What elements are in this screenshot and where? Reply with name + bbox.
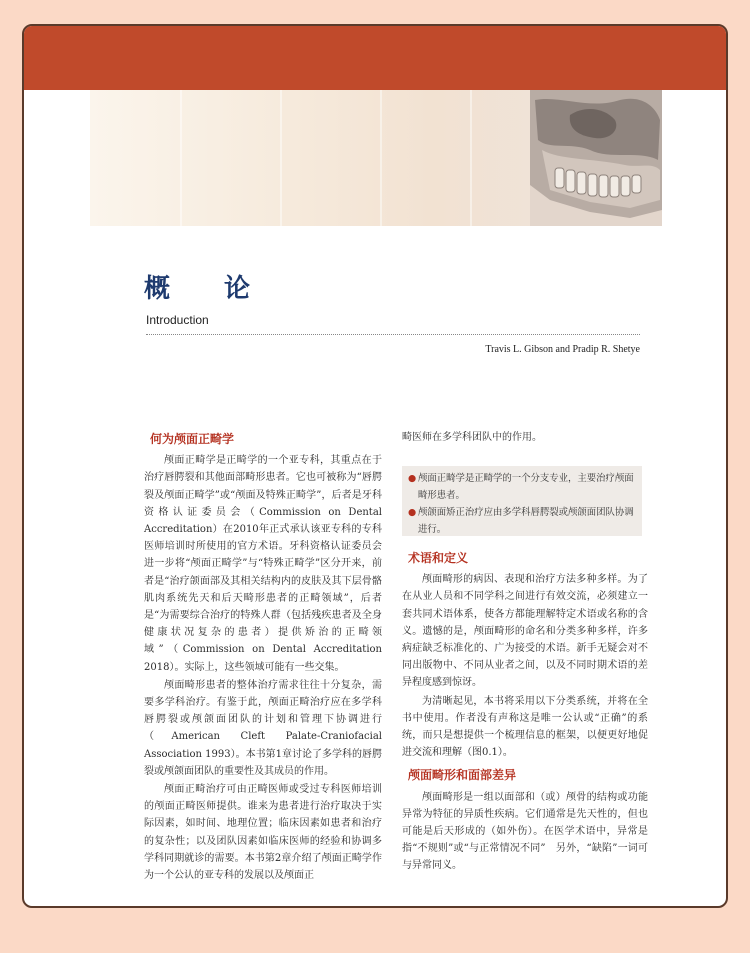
- banner-stripe: [470, 90, 472, 226]
- key-point: [406, 504, 638, 538]
- section-heading: 何为颅面正畸学: [150, 432, 235, 446]
- body-paragraph: 为清晰起见，本书将采用以下分类系统，并将在全书中使用。作者没有声称这是唯一公认或“正确”的系统，而只是想提供一个梳理信息的框架，以便更好地促进交流和理解（图0.1）。: [402, 695, 648, 759]
- banner-stripe: [180, 90, 182, 226]
- chapter-authors: Travis L. Gibson and Pradip R. Shetye: [485, 344, 640, 355]
- chapter-banner-image: [90, 90, 662, 226]
- book-page: [22, 24, 728, 908]
- skull-illustration: [530, 90, 662, 226]
- bullet-icon: ●: [408, 473, 417, 484]
- header-color-bar: [24, 26, 726, 90]
- chapter-subtitle: Introduction: [146, 313, 209, 327]
- body-paragraph: 颅面正畸治疗可由正畸医师或受过专科医师培训的颅面正畸医师提供。谁来为患者进行治疗取决于实际因素，如时间、地理位置；临床因素如患者和治疗的复杂性；以及团队因素如临床医师的经验和协调多学科同期就诊的需要。本书第2章介绍了颅面正畸学作为一个公认的亚专科的发展以及颅面正: [144, 784, 382, 882]
- left-column: [144, 431, 382, 885]
- body-paragraph: 畸医师在多学科团队中的作用。: [402, 432, 542, 443]
- key-point-text: 颅颌面矫正治疗应由多学科唇腭裂或颅颌面团队协调进行。: [418, 507, 634, 535]
- section-heading: 术语和定义: [408, 551, 469, 565]
- key-point-text: 颅面正畸学是正畸学的一个分支专业，主要治疗颅面畸形患者。: [418, 473, 634, 501]
- banner-stripe: [380, 90, 382, 226]
- title-divider: [146, 334, 640, 335]
- body-paragraph: 颅面畸形的病因、表现和治疗方法多种多样。为了在从业人员和不同学科之间进行有效交流，必须建立一套共同术语体系，使各方都能理解特定术语或名称的含义。遗憾的是，颅面畸形的命名和分类多种多样，许多病症缺乏标准化的、广为接受的术语。新手无疑会对不同出版物中、不同从业者之间，以及不同时期术语的差异程度感到惊讶。: [402, 574, 648, 689]
- right-column: [402, 550, 648, 876]
- key-point: [406, 470, 638, 504]
- section-heading: 颅面畸形和面部差异: [408, 768, 517, 783]
- body-paragraph: 颅面正畸学是正畸学的一个亚专科，其重点在于治疗唇腭裂和其他面部畸形患者。它也可被称为“唇腭裂及颅面正畸学”或“颅面及特殊正畸学”，后者是牙科资格认证委员会（Commission on Dental Accreditation）在2010年正式承认该亚专科的专科医师培训时所使用的官方术语。牙科资格认证委员会进一步将“颅面正畸学”与“特殊正畸学”区分开来，前者是“治疗颌面部及其相关结构内的皮肤及其下层骨骼肌肉系统先天和后天畸形患者的正畸领域”，后者是“为需要综合治疗的特殊人群（包括残疾患者及全身健康状况复杂的患者）提供矫治的正畸领域”（Commission on Dental Accreditation 2018）。实际上，这些领域可能有一些交集。: [144, 455, 382, 673]
- right-column-continuation: [402, 429, 650, 447]
- chapter-title: 概 论: [144, 274, 265, 304]
- body-paragraph: 颅面畸形患者的整体治疗需求往往十分复杂，需要多学科治疗。有鉴于此，颅面正畸治疗应在多学科唇腭裂或颅颌面团队的计划和管理下协调进行（American Cleft Palate-Craniofacial Association 1993）。本书第1章讨论了多学科的唇腭裂或颅颌面团队的重要性及其成员的作用。: [144, 679, 382, 777]
- bullet-icon: ●: [408, 507, 417, 518]
- body-paragraph: 颅面畸形是一组以面部和（或）颅骨的结构或功能异常为特征的异质性疾病。它们通常是先天性的，但也可能是后天形成的（如外伤）。在医学术语中，异常是指“不规则”或“与正常情况不同” 另外，“缺陷”一词可与异常同义。: [402, 791, 648, 872]
- key-points-box: [402, 466, 642, 536]
- banner-stripe: [280, 90, 282, 226]
